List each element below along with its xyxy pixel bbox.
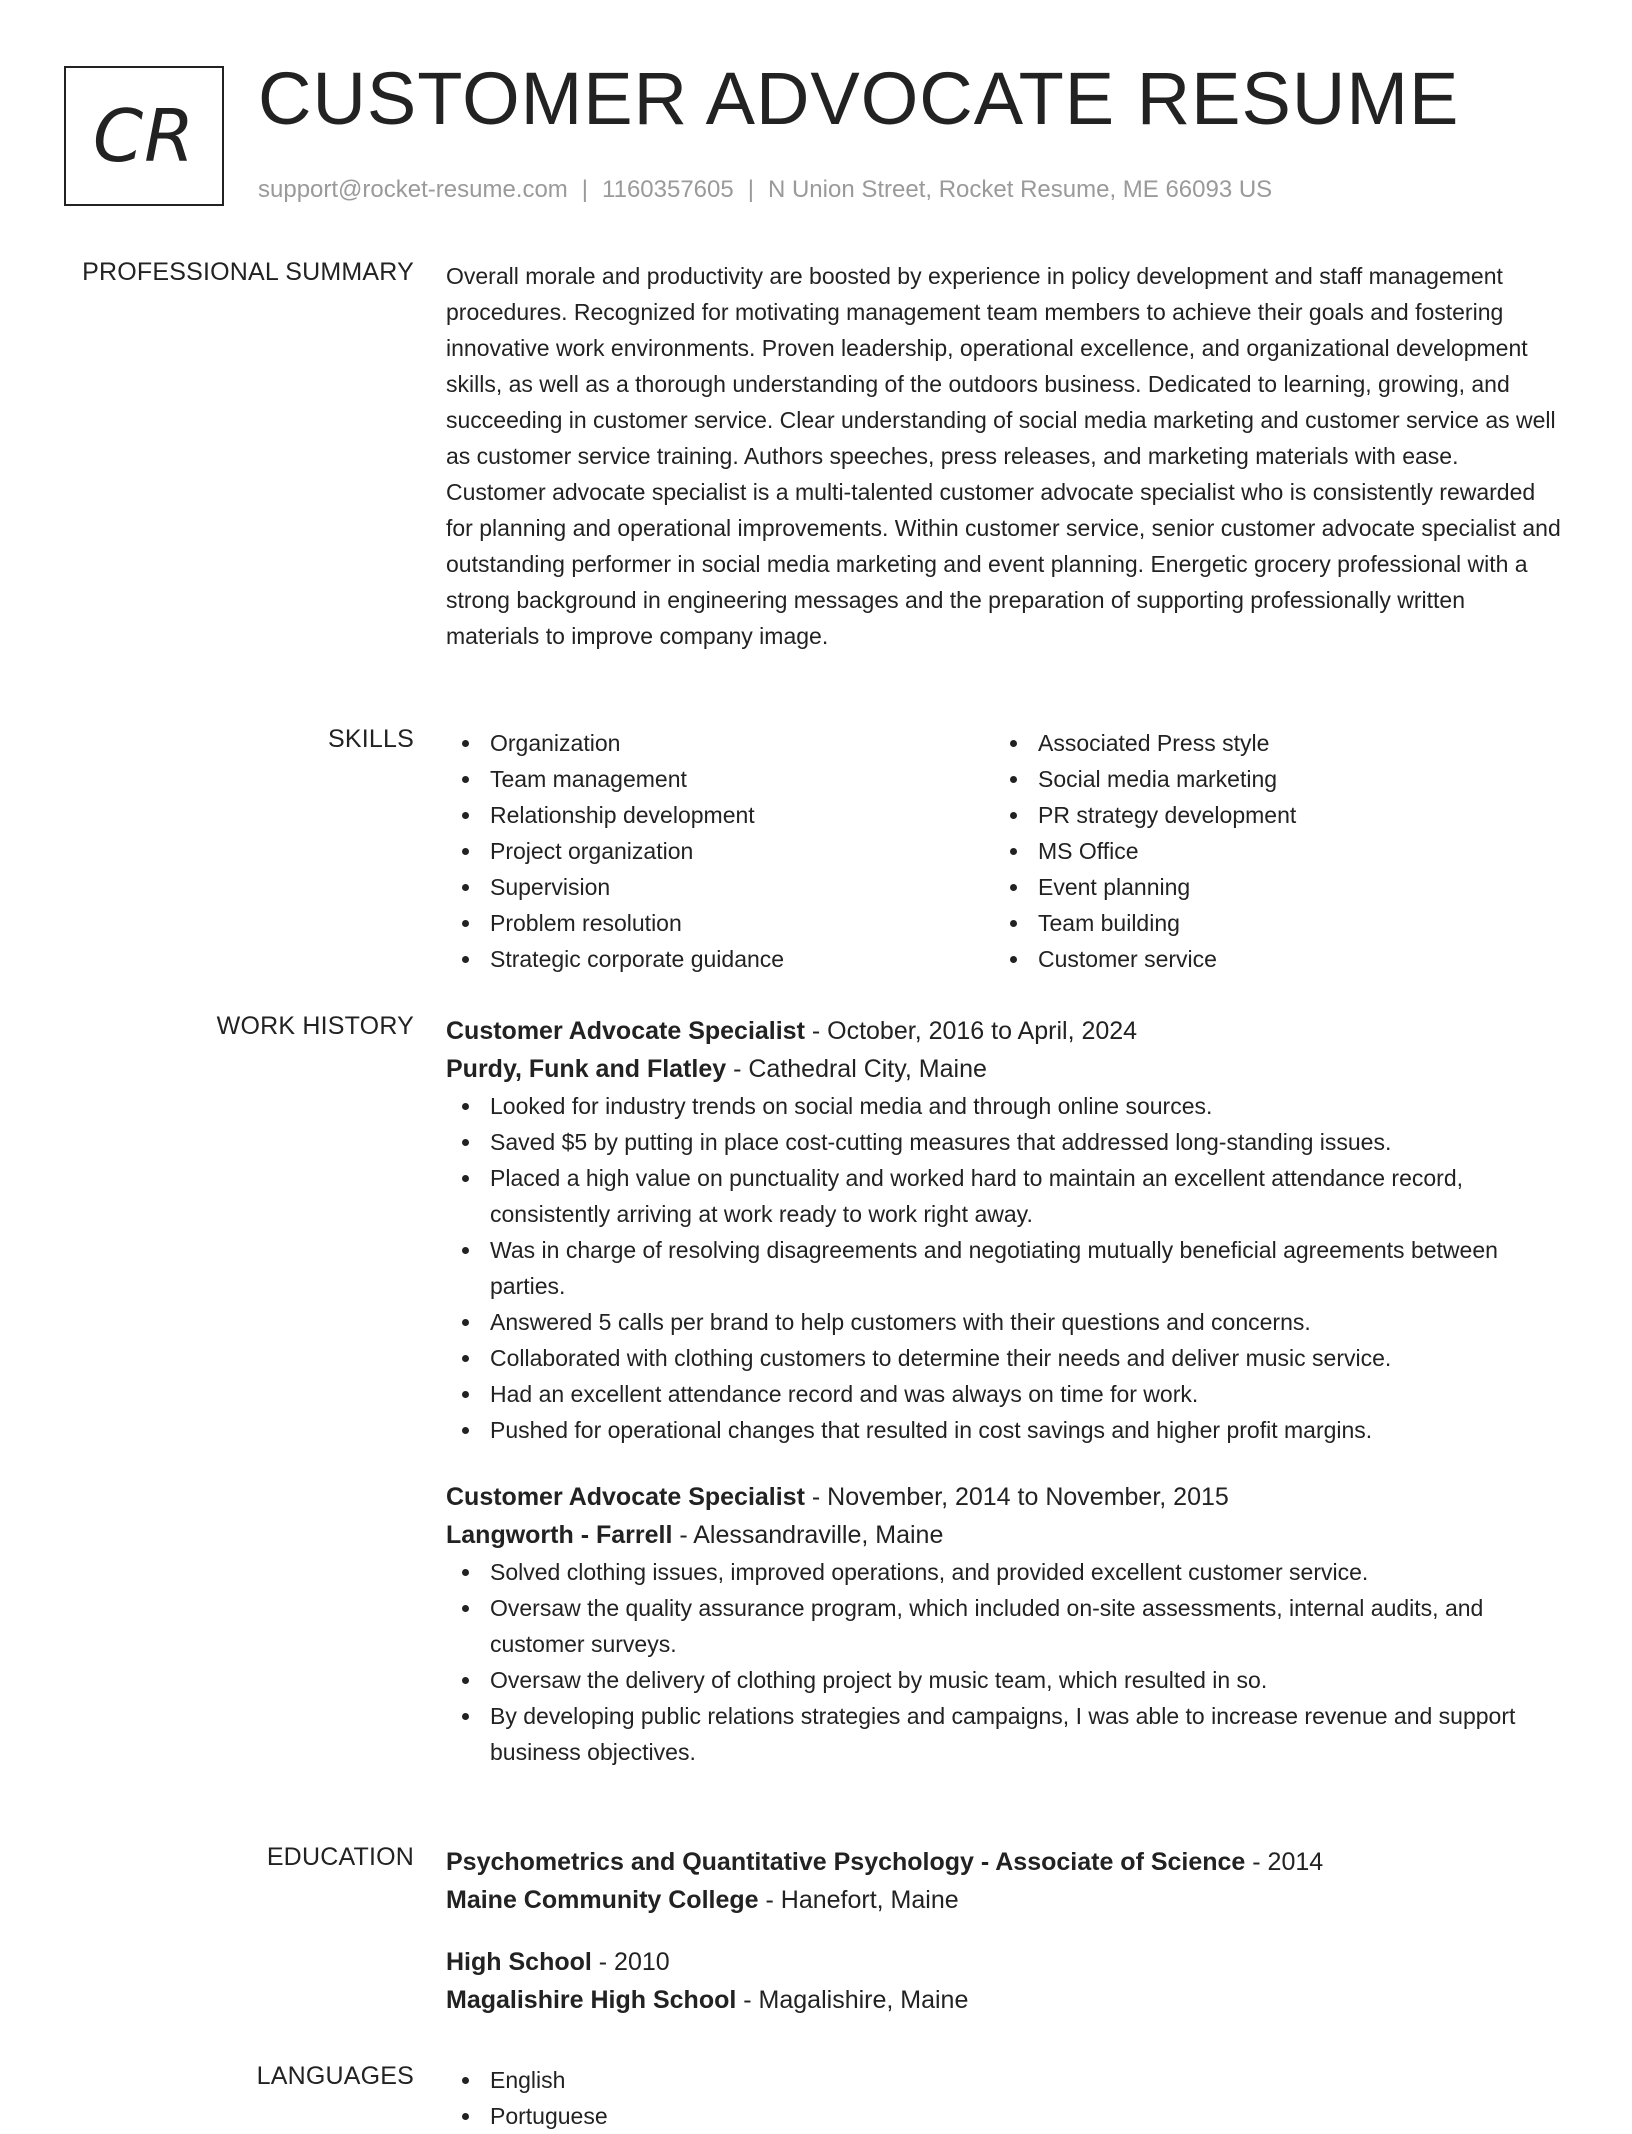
- contact-address: N Union Street, Rocket Resume, ME 66093 US: [767, 176, 1273, 203]
- job-duty: Had an excellent attendance record and was always on time for work.: [446, 1376, 1562, 1412]
- job-duty: Saved $5 by putting in place cost-cutting measures that addressed long-standing issues.: [446, 1124, 1562, 1160]
- job-duties-list: [446, 1088, 1562, 1448]
- skill-item: MS Office: [994, 833, 1542, 869]
- education-entry: [446, 1843, 1562, 1919]
- job-duty: Pushed for operational changes that resulted in cost savings and higher profit margins.: [446, 1412, 1562, 1448]
- skill-item: PR strategy development: [994, 797, 1542, 833]
- language-item: English: [446, 2062, 1562, 2098]
- job-duty: Oversaw the quality assurance program, which included on-site assessments, internal audits, and customer surveys.: [446, 1590, 1562, 1662]
- job-entry: [446, 1478, 1562, 1770]
- skill-item: Customer service: [994, 941, 1542, 977]
- skill-item: Relationship development: [446, 797, 994, 833]
- job-title: Customer Advocate Specialist: [446, 1017, 805, 1045]
- work-body: [446, 1012, 1562, 1770]
- skills-list-left: [446, 725, 994, 977]
- contact-line: [258, 176, 1272, 204]
- skill-item: Team building: [994, 905, 1542, 941]
- education-location: - Hanefort, Maine: [758, 1886, 959, 1914]
- education-school-line: [446, 1881, 1562, 1919]
- job-company: Langworth - Farrell: [446, 1521, 673, 1549]
- education-school: Magalishire High School: [446, 1986, 737, 2014]
- contact-separator: |: [747, 176, 754, 203]
- monogram-box: [64, 66, 224, 206]
- education-degree-line: [446, 1943, 1562, 1981]
- skill-item: Project organization: [446, 833, 994, 869]
- job-dates: - November, 2014 to November, 2015: [804, 1483, 1229, 1511]
- languages-list: [446, 2062, 1562, 2134]
- skill-item: Supervision: [446, 869, 994, 905]
- job-title: Customer Advocate Specialist: [446, 1483, 805, 1511]
- job-company-line: [446, 1050, 1562, 1088]
- summary-text: Overall morale and productivity are boosted by experience in policy development and staff management procedures. Recognized for motivating management team members to achieve their goals and fostering innovative work environments. Proven leadership, operational excellence, and organizational development skills, as well as a thorough understanding of the outdoors business. Dedicated to learning, growing, and succeeding in customer service. Clear understanding of social media marketing and customer service as well as customer service training. Authors speeches, press releases, and marketing materials with ease. Customer advocate specialist is a multi-talented customer advocate specialist who is consistently rewarded for planning and operational improvements. Within customer service, senior customer advocate specialist and outstanding performer in social media marketing and event planning. Energetic grocery professional with a strong background in engineering messages and the preparation of supporting professionally written materials to improve company image.: [446, 263, 1561, 649]
- work-heading: WORK HISTORY: [216, 1012, 414, 1040]
- skill-item: Organization: [446, 725, 994, 761]
- monogram-initials: CR: [92, 94, 196, 178]
- summary-heading: PROFESSIONAL SUMMARY: [82, 258, 414, 286]
- job-location: - Cathedral City, Maine: [726, 1055, 987, 1083]
- skills-list-right: [994, 725, 1542, 977]
- contact-email: support@rocket-resume.com: [258, 176, 568, 203]
- education-year: - 2010: [591, 1948, 670, 1976]
- languages-heading: LANGUAGES: [256, 2062, 414, 2090]
- job-company-line: [446, 1516, 1562, 1554]
- skill-item: Problem resolution: [446, 905, 994, 941]
- language-item: Portuguese: [446, 2098, 1562, 2134]
- education-location: - Magalishire, Maine: [736, 1986, 969, 2014]
- skills-grid: [446, 725, 1562, 977]
- education-school-line: [446, 1981, 1562, 2019]
- job-dates: - October, 2016 to April, 2024: [804, 1017, 1138, 1045]
- job-company: Purdy, Funk and Flatley: [446, 1055, 727, 1083]
- education-degree-line: [446, 1843, 1562, 1881]
- skill-item: Team management: [446, 761, 994, 797]
- education-body: [446, 1843, 1562, 2043]
- contact-phone: 1160357605: [602, 176, 734, 203]
- skill-item: Event planning: [994, 869, 1542, 905]
- job-duty: Collaborated with clothing customers to determine their needs and deliver music service.: [446, 1340, 1562, 1376]
- skills-body: [446, 725, 1562, 977]
- education-heading: EDUCATION: [266, 1843, 414, 1871]
- skill-item: Associated Press style: [994, 725, 1542, 761]
- job-title-line: [446, 1012, 1562, 1050]
- education-degree: High School: [446, 1948, 592, 1976]
- job-entry: [446, 1012, 1562, 1448]
- contact-separator: |: [581, 176, 589, 203]
- resume-title: CUSTOMER ADVOCATE RESUME: [258, 57, 1460, 140]
- summary-body: [446, 258, 1562, 654]
- job-duty: Placed a high value on punctuality and worked hard to maintain an excellent attendance record, consistently arriving at work ready to work right away.: [446, 1160, 1562, 1232]
- job-duty: Looked for industry trends on social media and through online sources.: [446, 1088, 1562, 1124]
- job-duty: Solved clothing issues, improved operations, and provided excellent customer service.: [446, 1554, 1562, 1590]
- job-duties-list: [446, 1554, 1562, 1770]
- job-duty: By developing public relations strategies and campaigns, I was able to increase revenue and support business objectives.: [446, 1698, 1562, 1770]
- job-duty: Answered 5 calls per brand to help customers with their questions and concerns.: [446, 1304, 1562, 1340]
- education-degree: Psychometrics and Quantitative Psychology - Associate of Science: [446, 1848, 1246, 1876]
- job-title-line: [446, 1478, 1562, 1516]
- education-year: - 2014: [1245, 1848, 1324, 1876]
- skill-item: Social media marketing: [994, 761, 1542, 797]
- education-school: Maine Community College: [446, 1886, 759, 1914]
- skills-heading: SKILLS: [328, 725, 414, 753]
- job-duty: Oversaw the delivery of clothing project by music team, which resulted in so.: [446, 1662, 1562, 1698]
- skill-item: Strategic corporate guidance: [446, 941, 994, 977]
- job-duty: Was in charge of resolving disagreements and negotiating mutually beneficial agreements between parties.: [446, 1232, 1562, 1304]
- job-location: - Alessandraville, Maine: [672, 1521, 944, 1549]
- languages-body: [446, 2062, 1562, 2134]
- education-entry: [446, 1943, 1562, 2019]
